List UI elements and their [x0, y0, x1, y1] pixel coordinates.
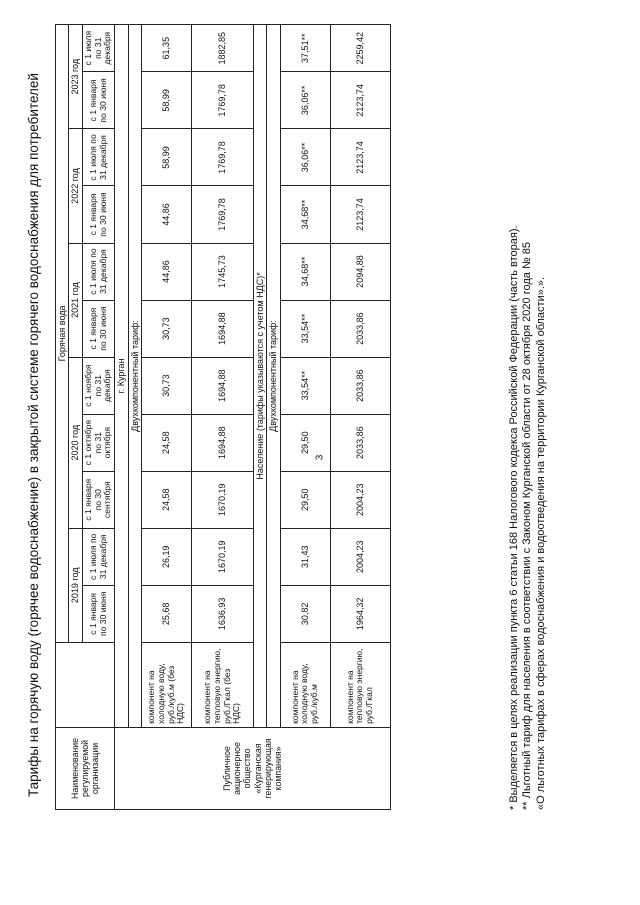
value-cell: 2123,74 — [330, 186, 390, 243]
value-cell: 2004,23 — [330, 471, 390, 528]
value-cell: 37,51** — [280, 25, 330, 72]
empty-header-cell — [56, 642, 115, 727]
population-label: Население (тарифы указываются с учетом НДС)* — [254, 25, 267, 728]
value-cell: 33,54** — [280, 300, 330, 357]
footnote: ** Льготный тариф для населения в соответствии с Законом Курганской области от 28 октября 2020 года № 85 — [521, 241, 534, 810]
org-header: Наименование регулируемой организации — [56, 727, 115, 809]
value-cell: 1694,88 — [192, 414, 254, 471]
year-header-2019: 2019 год — [69, 528, 82, 642]
value-cell: 1670,19 — [192, 471, 254, 528]
value-cell: 1964,32 — [330, 585, 390, 642]
page-number: 3 — [314, 454, 326, 461]
footnotes — [508, 10, 548, 810]
value-cell: 30,82 — [280, 585, 330, 642]
city-row: г. Курган — [115, 25, 128, 728]
value-cell: 1694,88 — [192, 357, 254, 414]
period-header: с 1 ноября по 31 декабря — [82, 357, 115, 414]
value-cell: 1769,78 — [192, 186, 254, 243]
value-cell: 36,06** — [280, 129, 330, 186]
period-header: с 1 октября по 31 октября — [82, 414, 115, 471]
footnote: * Выделяется в целях реализации пункта 6 статьи 168 Налогового кодекса Российской Федерации (часть вторая). — [508, 225, 520, 810]
period-header: с 1 июля по 31 декабря — [82, 25, 115, 72]
two-component-label: Двухкомпонентный тариф: — [128, 25, 141, 728]
value-cell: 26,19 — [142, 528, 192, 585]
row-label: компонент на холодную воду, руб./куб.м — [280, 642, 330, 727]
value-cell: 30,73 — [142, 357, 192, 414]
value-cell: 29,50 — [280, 414, 330, 471]
value-cell: 61,35 — [142, 25, 192, 72]
period-header: с 1 июля по 31 декабря — [82, 243, 115, 300]
row-label: компонент на тепловую энергию, руб./Гкал — [330, 642, 390, 727]
year-header-2021: 2021 год — [69, 243, 82, 357]
value-cell: 29,50 — [280, 471, 330, 528]
value-cell: 34,68** — [280, 243, 330, 300]
value-cell: 1745,73 — [192, 243, 254, 300]
value-cell: 1769,78 — [192, 129, 254, 186]
row-label: компонент на холодную воду, руб./куб.м (без НДС) — [142, 642, 192, 727]
tariff-table — [55, 24, 391, 810]
value-cell: 34,68** — [280, 186, 330, 243]
period-header: с 1 января по 30 июня — [82, 72, 115, 129]
value-cell: 2033,86 — [330, 300, 390, 357]
page-title: Тарифы на горячую воду (горячее водоснабжение) в закрытой системе горячего водоснабжения для потребителей — [26, 73, 41, 797]
value-cell: 2259,42 — [330, 25, 390, 72]
value-cell: 31,43 — [280, 528, 330, 585]
period-header: с 1 июля по 31 декабря — [82, 528, 115, 585]
row-label: компонент на тепловую энергию, руб./Гкал (без НДС) — [192, 642, 254, 727]
value-cell: 1694,88 — [192, 300, 254, 357]
value-cell: 44,86 — [142, 186, 192, 243]
year-header-2020: 2020 год — [69, 357, 82, 528]
value-cell: 44,86 — [142, 243, 192, 300]
year-header-2023: 2023 год — [69, 25, 82, 129]
value-cell: 2033,86 — [330, 357, 390, 414]
value-cell: 2004,23 — [330, 528, 390, 585]
value-cell: 1636,93 — [192, 585, 254, 642]
value-cell: 2123,74 — [330, 129, 390, 186]
value-cell: 1670,19 — [192, 528, 254, 585]
period-header: с 1 января по 30 июня — [82, 585, 115, 642]
footnote: «О льготных тарифах в сферах водоснабжения и водоотведения на территории Курганской области».». — [534, 276, 547, 810]
period-header: с 1 июля по 31 декабря — [82, 129, 115, 186]
value-cell: 58,99 — [142, 72, 192, 129]
value-cell: 25,68 — [142, 585, 192, 642]
period-header: с 1 января по 30 сентября — [82, 471, 115, 528]
value-cell: 36,06** — [280, 72, 330, 129]
year-header-2022: 2022 год — [69, 129, 82, 243]
value-cell: 30,73 — [142, 300, 192, 357]
value-cell: 33,54** — [280, 357, 330, 414]
value-cell: 24,58 — [142, 471, 192, 528]
period-header: с 1 января по 30 июня — [82, 186, 115, 243]
organization-name: Публичное акционерное общество «Курганская генерирующая компания» — [115, 727, 390, 809]
value-cell: 58,99 — [142, 129, 192, 186]
value-cell: 24,58 — [142, 414, 192, 471]
value-cell: 1882,85 — [192, 25, 254, 72]
period-header: с 1 января по 30 июня — [82, 300, 115, 357]
two-component-label: Двухкомпонентный тариф: — [267, 25, 280, 728]
value-cell: 2033,86 — [330, 414, 390, 471]
water-header: Горячая вода — [56, 25, 69, 643]
value-cell: 1769,78 — [192, 72, 254, 129]
value-cell: 2094,88 — [330, 243, 390, 300]
value-cell: 2123,74 — [330, 72, 390, 129]
